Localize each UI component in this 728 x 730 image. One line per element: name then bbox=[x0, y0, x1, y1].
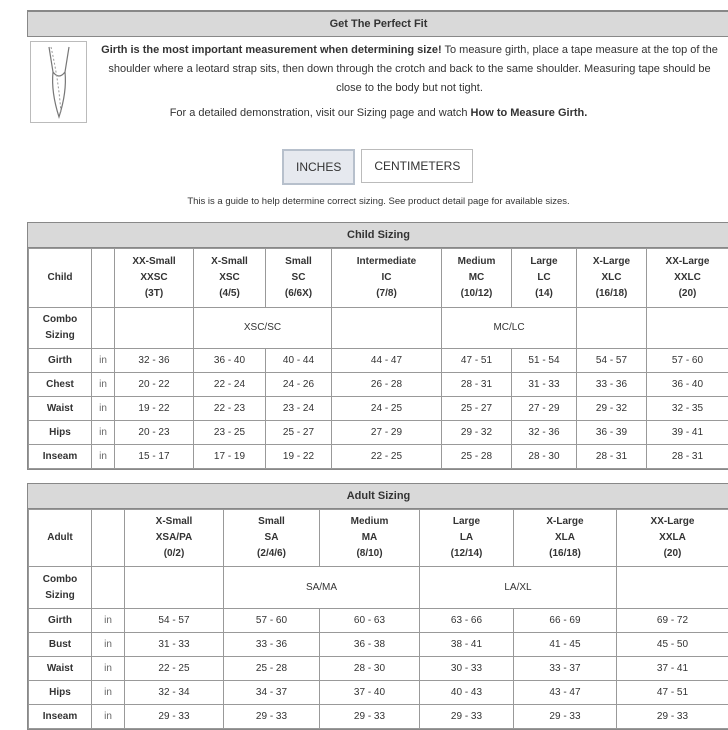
value-cell: 47 - 51 bbox=[442, 349, 512, 373]
value-cell: 32 - 34 bbox=[125, 681, 224, 705]
combo-row bbox=[29, 308, 728, 349]
value-cell: 25 - 28 bbox=[224, 657, 320, 681]
row-label: Waist bbox=[29, 657, 92, 681]
unit-cell: in bbox=[92, 397, 115, 421]
size-line: (14) bbox=[512, 286, 576, 302]
unit-cell: in bbox=[92, 633, 125, 657]
row-label: Girth bbox=[29, 349, 92, 373]
adult-sizing-title: Adult Sizing bbox=[28, 484, 728, 509]
size-line: X-Large bbox=[514, 514, 616, 530]
table-row bbox=[29, 681, 728, 705]
size-line: X-Small bbox=[194, 254, 265, 270]
table-row bbox=[29, 633, 728, 657]
size-header bbox=[514, 510, 617, 567]
unit-cell: in bbox=[92, 609, 125, 633]
size-line: MC bbox=[442, 270, 511, 286]
sizing-guide-note: This is a guide to help determine correct sizing. See product detail page for available sizes. bbox=[27, 196, 728, 207]
table-row bbox=[29, 349, 728, 373]
value-cell: 29 - 32 bbox=[577, 397, 647, 421]
unit-cell bbox=[92, 567, 125, 609]
value-cell: 44 - 47 bbox=[332, 349, 442, 373]
value-cell: 28 - 30 bbox=[512, 445, 577, 469]
section-title: Get The Perfect Fit bbox=[27, 11, 728, 37]
row-label: Inseam bbox=[29, 705, 92, 729]
size-line: IC bbox=[332, 270, 441, 286]
centimeters-button[interactable]: CENTIMETERS bbox=[361, 149, 473, 183]
inches-button[interactable]: INCHES bbox=[282, 149, 355, 185]
perfect-fit-section bbox=[27, 10, 728, 211]
combo-cell bbox=[647, 308, 728, 349]
size-line: XX-Large bbox=[647, 254, 728, 270]
value-cell: 24 - 25 bbox=[332, 397, 442, 421]
value-cell: 24 - 26 bbox=[266, 373, 332, 397]
intro-bold: Girth is the most important measurement when determining size! bbox=[101, 44, 441, 56]
value-cell: 34 - 37 bbox=[224, 681, 320, 705]
size-line: (7/8) bbox=[332, 286, 441, 302]
value-cell: 23 - 24 bbox=[266, 397, 332, 421]
unit-cell: in bbox=[92, 657, 125, 681]
header-row bbox=[29, 510, 728, 567]
child-sizing-section bbox=[27, 222, 728, 470]
size-header bbox=[125, 510, 224, 567]
size-header bbox=[647, 249, 728, 308]
value-cell: 36 - 40 bbox=[647, 373, 728, 397]
size-line: LA bbox=[420, 530, 513, 546]
value-cell: 25 - 27 bbox=[266, 421, 332, 445]
size-header bbox=[194, 249, 266, 308]
demo-text: For a detailed demonstration, visit our Sizing page and watch bbox=[170, 107, 471, 119]
value-cell: 31 - 33 bbox=[512, 373, 577, 397]
value-cell: 22 - 25 bbox=[125, 657, 224, 681]
value-cell: 29 - 32 bbox=[442, 421, 512, 445]
value-cell: 36 - 38 bbox=[320, 633, 420, 657]
combo-cell bbox=[115, 308, 194, 349]
value-cell: 38 - 41 bbox=[420, 633, 514, 657]
row-label: Chest bbox=[29, 373, 92, 397]
value-cell: 32 - 36 bbox=[115, 349, 194, 373]
size-line: XXLA bbox=[617, 530, 728, 546]
value-cell: 19 - 22 bbox=[115, 397, 194, 421]
value-cell: 22 - 24 bbox=[194, 373, 266, 397]
unit-cell: in bbox=[92, 705, 125, 729]
value-cell: 29 - 33 bbox=[320, 705, 420, 729]
value-cell: 23 - 25 bbox=[194, 421, 266, 445]
size-line: SC bbox=[266, 270, 331, 286]
row-label: Waist bbox=[29, 397, 92, 421]
value-cell: 27 - 29 bbox=[512, 397, 577, 421]
value-cell: 60 - 63 bbox=[320, 609, 420, 633]
value-cell: 57 - 60 bbox=[224, 609, 320, 633]
value-cell: 47 - 51 bbox=[617, 681, 728, 705]
size-line: Small bbox=[266, 254, 331, 270]
value-cell: 45 - 50 bbox=[617, 633, 728, 657]
size-line: LC bbox=[512, 270, 576, 286]
unit-toggle bbox=[282, 149, 473, 185]
value-cell: 29 - 33 bbox=[420, 705, 514, 729]
unit-header bbox=[92, 510, 125, 567]
unit-cell: in bbox=[92, 681, 125, 705]
girth-instructions bbox=[95, 41, 724, 98]
value-cell: 28 - 31 bbox=[577, 445, 647, 469]
row-label: Hips bbox=[29, 421, 92, 445]
unit-cell bbox=[92, 308, 115, 349]
size-line: (2/4/6) bbox=[224, 546, 319, 562]
combo-cell bbox=[332, 308, 442, 349]
value-cell: 29 - 33 bbox=[514, 705, 617, 729]
value-cell: 15 - 17 bbox=[115, 445, 194, 469]
value-cell: 63 - 66 bbox=[420, 609, 514, 633]
row-label: Inseam bbox=[29, 445, 92, 469]
table-row bbox=[29, 445, 728, 469]
size-line: (6/6X) bbox=[266, 286, 331, 302]
value-cell: 32 - 36 bbox=[512, 421, 577, 445]
size-header bbox=[617, 510, 728, 567]
value-cell: 26 - 28 bbox=[332, 373, 442, 397]
size-line: XSA/PA bbox=[125, 530, 223, 546]
intro-text: To measure girth, place a tape measure at the top of the shoulder where a leotard strap sits, then down through the crotch and back to the same shoulder. Measuring tape should be close to the body but not tight. bbox=[108, 44, 717, 94]
value-cell: 51 - 54 bbox=[512, 349, 577, 373]
value-cell: 29 - 33 bbox=[617, 705, 728, 729]
combo-cell bbox=[577, 308, 647, 349]
size-line: (10/12) bbox=[442, 286, 511, 302]
table-row bbox=[29, 373, 728, 397]
size-line: XLA bbox=[514, 530, 616, 546]
corner-label: Adult bbox=[29, 510, 92, 567]
size-line: (3T) bbox=[115, 286, 193, 302]
value-cell: 66 - 69 bbox=[514, 609, 617, 633]
value-cell: 27 - 29 bbox=[332, 421, 442, 445]
size-line: XX-Large bbox=[617, 514, 728, 530]
value-cell: 25 - 28 bbox=[442, 445, 512, 469]
size-header bbox=[442, 249, 512, 308]
size-line: (16/18) bbox=[514, 546, 616, 562]
combo-label: Combo Sizing bbox=[29, 567, 92, 609]
combo-cell: XSC/SC bbox=[194, 308, 332, 349]
value-cell: 40 - 43 bbox=[420, 681, 514, 705]
how-to-measure-link[interactable]: How to Measure Girth. bbox=[471, 107, 588, 119]
unit-cell: in bbox=[92, 349, 115, 373]
size-line: XX-Small bbox=[115, 254, 193, 270]
value-cell: 39 - 41 bbox=[647, 421, 728, 445]
size-line: XXLC bbox=[647, 270, 728, 286]
value-cell: 54 - 57 bbox=[577, 349, 647, 373]
value-cell: 28 - 31 bbox=[647, 445, 728, 469]
size-line: Large bbox=[512, 254, 576, 270]
table-row bbox=[29, 705, 728, 729]
value-cell: 22 - 23 bbox=[194, 397, 266, 421]
table-row bbox=[29, 657, 728, 681]
corner-label: Child bbox=[29, 249, 92, 308]
size-header bbox=[115, 249, 194, 308]
value-cell: 36 - 39 bbox=[577, 421, 647, 445]
value-cell: 25 - 27 bbox=[442, 397, 512, 421]
value-cell: 28 - 31 bbox=[442, 373, 512, 397]
size-line: (12/14) bbox=[420, 546, 513, 562]
child-sizing-table bbox=[28, 248, 728, 469]
value-cell: 57 - 60 bbox=[647, 349, 728, 373]
value-cell: 37 - 41 bbox=[617, 657, 728, 681]
value-cell: 30 - 33 bbox=[420, 657, 514, 681]
value-cell: 33 - 36 bbox=[577, 373, 647, 397]
value-cell: 69 - 72 bbox=[617, 609, 728, 633]
row-label: Hips bbox=[29, 681, 92, 705]
size-line: Intermediate bbox=[332, 254, 441, 270]
combo-cell: SA/MA bbox=[224, 567, 420, 609]
size-line: Small bbox=[224, 514, 319, 530]
size-line: MA bbox=[320, 530, 419, 546]
value-cell: 17 - 19 bbox=[194, 445, 266, 469]
combo-cell: MC/LC bbox=[442, 308, 577, 349]
size-line: (20) bbox=[617, 546, 728, 562]
size-line: (16/18) bbox=[577, 286, 646, 302]
table-row bbox=[29, 397, 728, 421]
value-cell: 37 - 40 bbox=[320, 681, 420, 705]
size-header bbox=[224, 510, 320, 567]
demo-line bbox=[27, 107, 728, 119]
value-cell: 22 - 25 bbox=[332, 445, 442, 469]
size-header bbox=[512, 249, 577, 308]
size-header bbox=[266, 249, 332, 308]
value-cell: 29 - 33 bbox=[224, 705, 320, 729]
size-line: (8/10) bbox=[320, 546, 419, 562]
combo-label: Combo Sizing bbox=[29, 308, 92, 349]
combo-cell bbox=[125, 567, 224, 609]
combo-cell bbox=[617, 567, 728, 609]
value-cell: 20 - 23 bbox=[115, 421, 194, 445]
value-cell: 43 - 47 bbox=[514, 681, 617, 705]
row-label: Bust bbox=[29, 633, 92, 657]
value-cell: 20 - 22 bbox=[115, 373, 194, 397]
size-line: X-Large bbox=[577, 254, 646, 270]
table-row bbox=[29, 421, 728, 445]
value-cell: 32 - 35 bbox=[647, 397, 728, 421]
unit-cell: in bbox=[92, 373, 115, 397]
size-line: Large bbox=[420, 514, 513, 530]
value-cell: 33 - 36 bbox=[224, 633, 320, 657]
size-line: X-Small bbox=[125, 514, 223, 530]
size-header bbox=[577, 249, 647, 308]
size-line: (4/5) bbox=[194, 286, 265, 302]
value-cell: 33 - 37 bbox=[514, 657, 617, 681]
value-cell: 29 - 33 bbox=[125, 705, 224, 729]
child-sizing-title: Child Sizing bbox=[28, 223, 728, 248]
value-cell: 41 - 45 bbox=[514, 633, 617, 657]
size-header bbox=[420, 510, 514, 567]
value-cell: 36 - 40 bbox=[194, 349, 266, 373]
row-label: Girth bbox=[29, 609, 92, 633]
size-line: XSC bbox=[194, 270, 265, 286]
unit-cell: in bbox=[92, 445, 115, 469]
size-header bbox=[320, 510, 420, 567]
combo-row bbox=[29, 567, 728, 609]
unit-header bbox=[92, 249, 115, 308]
size-line: (0/2) bbox=[125, 546, 223, 562]
unit-cell: in bbox=[92, 421, 115, 445]
size-line: XXSC bbox=[115, 270, 193, 286]
size-header bbox=[332, 249, 442, 308]
size-line: (20) bbox=[647, 286, 728, 302]
value-cell: 54 - 57 bbox=[125, 609, 224, 633]
combo-cell: LA/XL bbox=[420, 567, 617, 609]
value-cell: 31 - 33 bbox=[125, 633, 224, 657]
size-line: XLC bbox=[577, 270, 646, 286]
value-cell: 28 - 30 bbox=[320, 657, 420, 681]
adult-sizing-table bbox=[28, 509, 728, 729]
value-cell: 40 - 44 bbox=[266, 349, 332, 373]
adult-sizing-section bbox=[27, 483, 728, 730]
table-row bbox=[29, 609, 728, 633]
size-line: Medium bbox=[320, 514, 419, 530]
value-cell: 19 - 22 bbox=[266, 445, 332, 469]
size-line: Medium bbox=[442, 254, 511, 270]
header-row bbox=[29, 249, 728, 308]
size-line: SA bbox=[224, 530, 319, 546]
